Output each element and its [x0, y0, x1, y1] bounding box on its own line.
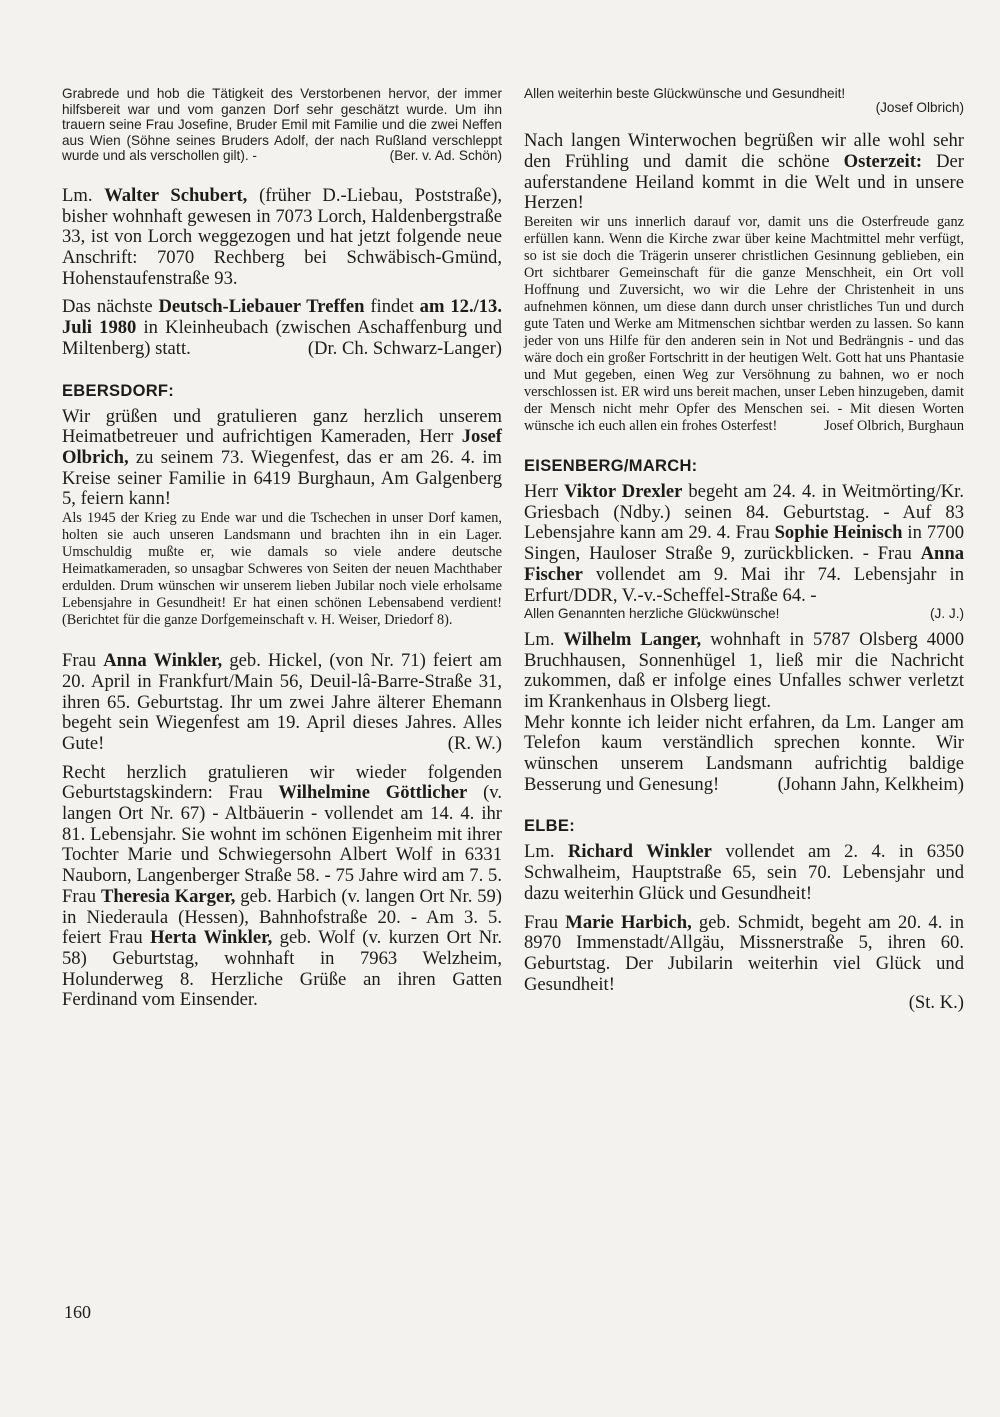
easter-text-paragraph: Bereiten wir uns innerlich darauf vor, damit uns die Osterfreude ganz erfüllen kann. Wenn die Kirche zwar über keine Machtmittel mehr verfügt, so ist sie doch die Trägerin unserer christlichen Gesinnung geblieben, ein Ort sichtbarer Gemeinschaft für die ganze Menschheit, ein Ort voll Hoffnung und Zuversicht, wo wir die Lehre der Christenheit in uns aufnehmen können, um diese dann durch unser christliches Tun und durch gute Taten und Werke am Mitmenschen sichtbar werden zu lassen. So kann jeder von uns Hilfe für den anderen sein in Not und Bedrängnis - und das wäre doch ein großer Fortschritt in der heutigen Welt. Gott hat uns Phantasie und Mut gegeben, einen Weg zur Versöhnung zu bahnen, wo er noch verschlossen ist. ER wird uns bereit machen, unser Leben hinzugeben, damit der Mensch nicht mehr Opfer des Menschen sei. - Mit diesen Worten wünsche ich euch allen ein frohes Osterfest! Josef Olbrich, Burghaun [524, 214, 964, 434]
person-name: Anna Winkler, [103, 650, 223, 672]
section-heading-elbe: ELBE: [524, 817, 575, 836]
person-name: Richard Winkler [567, 841, 712, 863]
meeting-paragraph: Das nächste Deutsch-Liebauer Treffen findet am 12./13. Juli 1980 in Kleinheubach (zwischen Aschaffenburg und Miltenberg) statt. (Dr. Ch. Schwarz-Langer) [62, 296, 503, 359]
wishes-paragraph: Allen Genannten herzliche Glückwünsche! (J. J.) [524, 606, 964, 622]
paragraph-text: Grabrede und hob die Tätigkeit des Verstorbenen hervor, der immer hilfsbereit war und vom ganzen Dorf sehr geschätzt wurde. Um ihn trauern seine Frau Josefine, Bruder Emil mit Familie und die zwei Neffen aus Wien (Söhne seines Bruders Adolf, der nach Rußland verschleppt wurde und als verschollen gilt). - [62, 86, 502, 164]
person-name: Sophie Heinisch [774, 522, 903, 544]
signature: (St. K.) [908, 992, 964, 1014]
signature: (Dr. Ch. Schwarz-Langer) [307, 337, 502, 359]
right-column [524, 86, 964, 1014]
history-paragraph: Als 1945 der Krieg zu Ende war und die Tschechen in unser Dorf kamen, holten sie auch unseren Landsmann und brachten ihn in ein Lager. Umschuldig mußte er, wie damals so viele andere deutsche Heimatkameraden, so unsagbar Schweres von Seiten der neuen Machthaber erdulden. Drum wünschen wir unserem lieben Jubilar noch viele erholsame Lebensjahre in Gesundheit! Er hat einen schönen Lebensabend verdient! (Berichtet für die ganze Dorfgemeinschaft v. H. Weiser, Driedorf 8). [62, 510, 502, 629]
birthday-paragraph: Frau Anna Winkler, geb. Hickel, (von Nr. 71) feiert am 20. April in Frankfurt/Main 56, Deuil-lâ-Barre-Straße 31, ihren 65. Geburtstag. Ihr um zwei Jahre älterer Ehemann begeht sein Wiegenfest am 19. April dieses Jahres. Alles Gute! (R. W.) [62, 650, 503, 754]
signature: (Ber. v. Ad. Schön) [389, 148, 502, 164]
person-name: Josef Olbrich, [62, 426, 502, 468]
wishes-paragraph: Allen weiterhin beste Glückwünsche und Gesundheit! (Josef Olbrich) [524, 86, 964, 115]
birthday-paragraph: Lm. Richard Winkler vollendet am 2. 4. in 6350 Schwalheim, Hauptstraße 65, sein 70. Lebensjahr und dazu weiterhin Glück und Gesundheit! [524, 841, 964, 904]
birthday-paragraph: Wir grüßen und gratulieren ganz herzlich unserem Heimatbetreuer und aufrichtigen Kameraden, Herr Josef Olbrich, zu seinem 73. Wiegenfest, das er am 26. 4. im Kreise seiner Familie in 6419 Burghaun, Am Galgenberg 5, feiern kann! [62, 405, 502, 510]
accident-paragraph: Lm. Wilhelm Langer, wohnhaft in 5787 Olsberg 4000 Bruchhausen, Sonnenhügel 1, ließ mir die Nachricht zukommen, daß er infolge eines Unfalles schwer verletzt im Krankenhaus in Olsberg liegt. [524, 628, 964, 712]
obituary-paragraph [62, 86, 502, 164]
section-heading-eisenberg: EISENBERG/MARCH: [524, 457, 698, 475]
person-name: Theresia Karger, [100, 885, 236, 907]
signature: (R. W.) [447, 732, 502, 754]
address-change-paragraph: Lm. Walter Schubert, (früher D.-Liebau, Poststraße), bisher wohnhaft gewesen in 7073 Lorch, Haldenbergstraße 33, ist von Lorch weggezogen und hat jetzt folgende neue Anschrift: 7070 Rechberg bei Schwäbisch-Gmünd, Hohenstaufenstraße 93. [62, 184, 502, 289]
person-name: Wilhelmine Göttlicher [278, 782, 468, 804]
recovery-paragraph: Mehr konnte ich leider nicht erfahren, da Lm. Langer am Telefon kaum verständlich sprechen konnte. Wir wünschen unserem Landsmann aufrichtig baldige Besserung und Genesung! (Johann Jahn, Kelkheim) [524, 711, 964, 795]
signature: Josef Olbrich, Burghaun [824, 418, 964, 434]
birthday-list-paragraph: Recht herzlich gratulieren wir wieder folgenden Geburtstagskindern: Frau Wilhelmine Göttlicher (v. langen Ort Nr. 67) - Altbäuerin - vollendet am 14. 4. ihr 81. Lebensjahr. Sie wohnt im schönen Eigenheim mit ihrer Tochter Marie und Schwiegersohn Albert Wolf in 6331 Nauborn, Langenberger Straße 58. - 75 Jahre wird am 7. 5. Frau Theresia Karger, geb. Harbich (v. langen Ort Nr. 59) in Niederaula (Hessen), Bahnhofstraße 20. - Am 3. 5. feiert Frau Herta Winkler, geb. Wolf (v. kurzen Ort Nr. 58) Geburtstag, wohnhaft in 7963 Welzheim, Holunderweg 8. Herzliche Grüße an ihren Gatten Ferdinand vom Einsender. [62, 761, 502, 1011]
person-name: Marie Harbich, [565, 911, 692, 933]
person-name: Walter Schubert, [104, 184, 248, 206]
signature: (J. J.) [930, 606, 964, 622]
person-name: Viktor Drexler [564, 481, 683, 502]
left-column [62, 86, 502, 1011]
person-name: Wilhelm Langer, [563, 628, 702, 650]
page-number: 160 [64, 1302, 91, 1322]
person-name: Herta Winkler, [150, 927, 273, 949]
section-heading-ebersdorf: EBERSDORF: [62, 381, 175, 400]
easter-intro-paragraph: Nach langen Winterwochen begrüßen wir alle wohl sehr den Frühling und damit die schöne Osterzeit: Der auferstandene Heiland kommt in die Welt und in unsere Herzen! [524, 130, 964, 214]
person-name: Anna Fischer [524, 543, 964, 585]
birthday-list-paragraph: Herr Viktor Drexler begeht am 24. 4. in Weitmörting/Kr. Griesbach (Ndby.) seinen 84. Geburtstag. - Auf 83 Lebensjahre kann am 29. 4. Frau Sophie Heinisch in 7700 Singen, Hauloser Straße 9, zurückblicken. - Frau Anna Fischer vollendet am 9. Mai ihr 74. Lebensjahr in Erfurt/DDR, V.-v.-Scheffel-Straße 64. - [524, 481, 965, 606]
signature: (Josef Olbrich) [875, 99, 964, 115]
birthday-paragraph: Frau Marie Harbich, geb. Schmidt, begeht am 20. 4. in 8970 Immenstadt/Allgäu, Missnerstraße 5, ihren 60. Geburtstag. Der Jubilarin weiterhin viel Glück und Gesundheit! (St. K.) [524, 911, 965, 1014]
signature: (Johann Jahn, Kelkheim) [777, 773, 964, 795]
